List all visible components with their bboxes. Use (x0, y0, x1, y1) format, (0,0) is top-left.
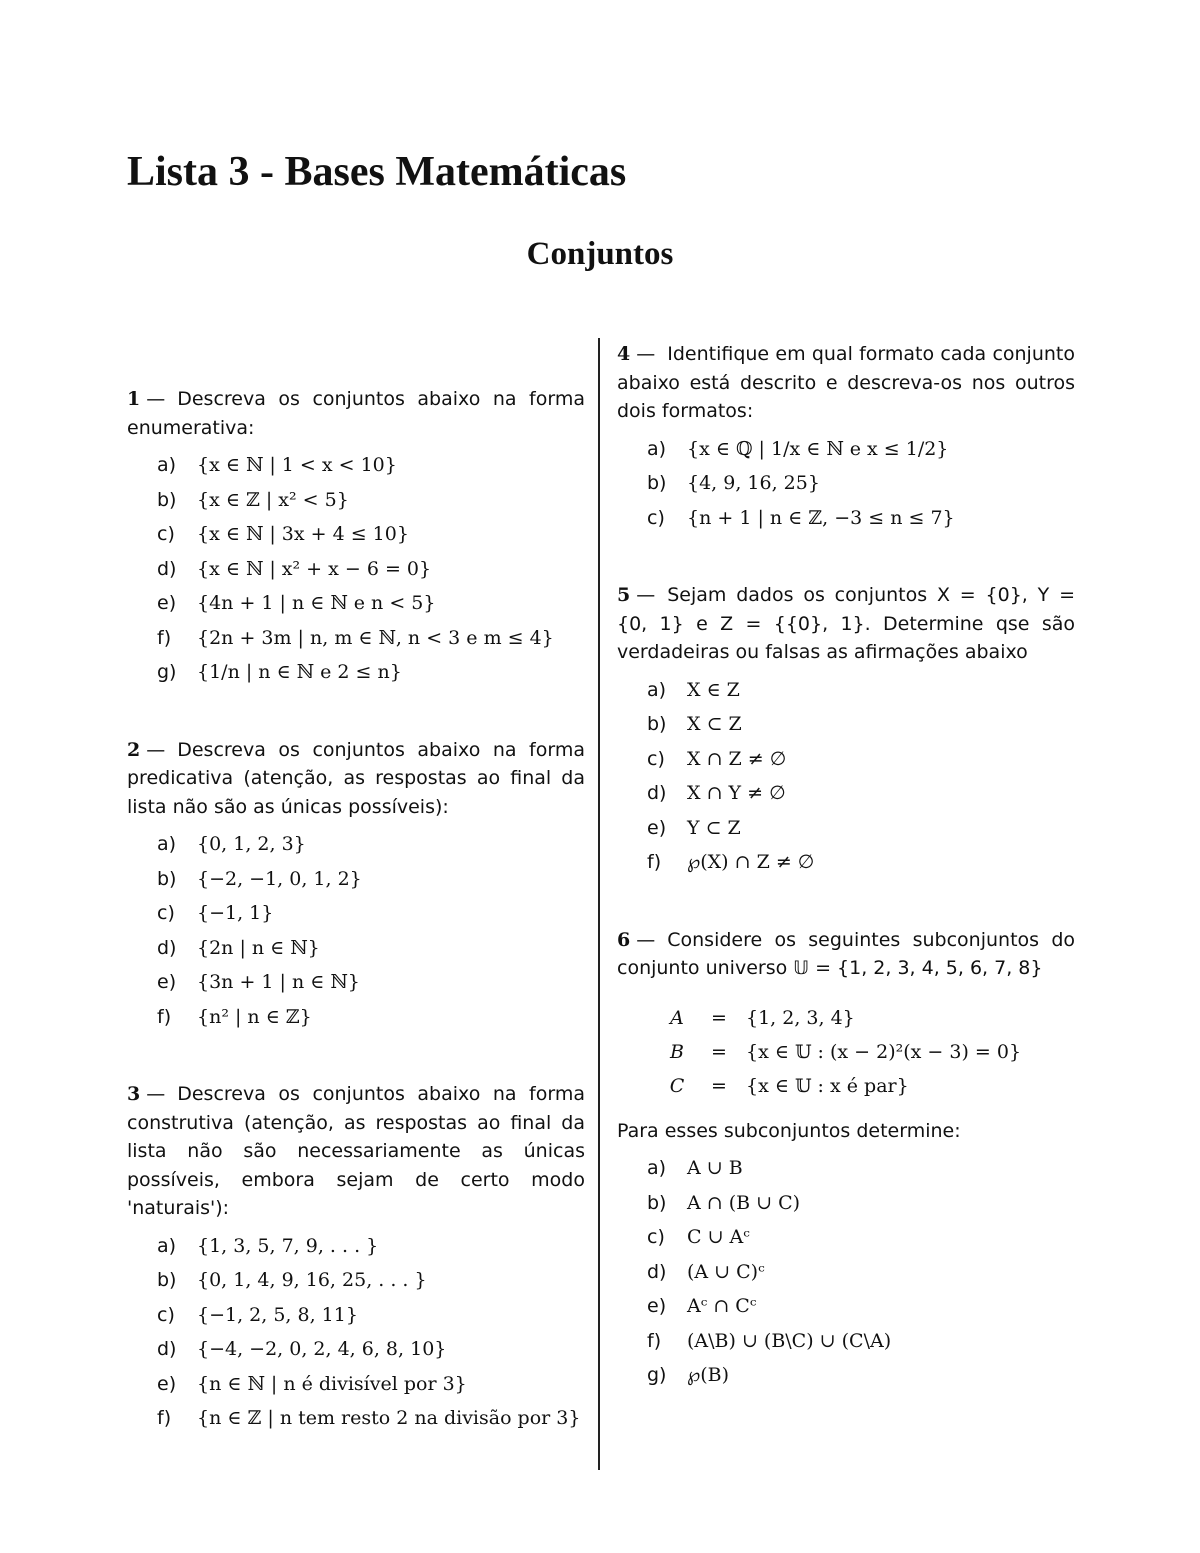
exercise-number: 5 (617, 584, 631, 606)
list-item (647, 845, 1075, 880)
item-label: a) (647, 678, 667, 701)
exercise-dash: — (636, 584, 656, 606)
item-list (647, 673, 1075, 880)
item-list (157, 1229, 585, 1436)
exercise-text: Identifique em qual formato cada conjunto abaixo está descrito e descreva-os nos outros dois formatos: (617, 343, 1075, 422)
item-label: g) (647, 1364, 667, 1386)
item-label: e) (157, 592, 177, 614)
list-item (157, 517, 585, 552)
item-expression: X ⊂ Z (687, 713, 742, 735)
item-expression: {x ∈ ℕ | x² + x − 6 = 0} (197, 557, 432, 580)
set-expression: {x ∈ 𝕌 : (x − 2)²(x − 3) = 0} (746, 1040, 1022, 1063)
exercise-number: 3 (127, 1083, 141, 1105)
list-item (157, 1263, 585, 1298)
item-expression: C ∪ Aᶜ (687, 1226, 750, 1248)
list-item (647, 432, 1075, 467)
list-item (157, 1367, 585, 1402)
exercise-dash: — (146, 388, 166, 410)
set-name: A (670, 1006, 684, 1029)
list-item (157, 1229, 585, 1264)
instruction-text: Para esses subconjuntos determine: (617, 1119, 961, 1142)
list-item (647, 1220, 1075, 1255)
exercise-statement (617, 926, 1075, 983)
item-label: c) (157, 523, 175, 545)
list-item (647, 673, 1075, 708)
list-item (157, 965, 585, 1000)
item-expression: {−2, −1, 0, 1, 2} (197, 867, 362, 890)
item-list (157, 448, 585, 690)
item-expression: {n ∈ ℤ | n tem resto 2 na divisão por 3} (197, 1407, 581, 1429)
exercise-statement (127, 1080, 585, 1223)
list-item (647, 1289, 1075, 1324)
list-item (157, 483, 585, 518)
item-label: c) (157, 1303, 175, 1326)
list-item (647, 742, 1075, 777)
item-expression: ℘(X) ∩ Z ≠ ∅ (687, 851, 815, 873)
item-label: b) (647, 472, 667, 494)
exercise-4 (617, 340, 1075, 535)
item-label: a) (647, 437, 667, 460)
list-item (647, 1324, 1075, 1359)
item-label: e) (647, 816, 667, 839)
list-item (157, 586, 585, 621)
item-expression: {−1, 1} (197, 902, 274, 924)
item-label: a) (157, 454, 177, 476)
item-label: f) (157, 1407, 172, 1429)
exercise-1 (127, 385, 585, 690)
item-expression: A ∩ (B ∪ C) (687, 1191, 801, 1214)
exercise-text: Descreva os conjuntos abaixo na forma enumerativa: (127, 388, 585, 439)
item-label: b) (647, 713, 667, 735)
item-label: a) (647, 1157, 667, 1179)
item-expression: {1, 3, 5, 7, 9, . . . } (197, 1234, 379, 1257)
document-subtitle: Conjuntos (526, 236, 674, 272)
exercise-dash: — (636, 343, 656, 365)
list-item (647, 1358, 1075, 1393)
exercise-5 (617, 581, 1075, 880)
item-label: d) (157, 936, 177, 959)
item-label: e) (157, 971, 177, 993)
list-item (157, 931, 585, 966)
item-expression: {2n | n ∈ ℕ} (197, 936, 320, 959)
list-item (647, 707, 1075, 742)
set-name: C (669, 1074, 685, 1097)
item-expression: {x ∈ ℤ | x² < 5} (197, 488, 349, 511)
item-expression: Aᶜ ∩ Cᶜ (687, 1295, 757, 1317)
exercise-text: Descreva os conjuntos abaixo na forma predicativa (atenção, as respostas ao final da lista não são as únicas possíveis): (127, 738, 585, 818)
list-item (157, 1401, 585, 1436)
equals-sign: = (711, 1040, 727, 1063)
item-expression: A ∪ B (687, 1157, 743, 1179)
item-expression: {3n + 1 | n ∈ ℕ} (197, 971, 360, 993)
equals-sign: = (711, 1006, 727, 1029)
item-expression: {n + 1 | n ∈ ℤ, −3 ≤ n ≤ 7} (687, 506, 955, 529)
set-expression: {x ∈ 𝕌 : x é par} (746, 1074, 909, 1097)
exercise-2 (127, 736, 585, 1035)
item-label: e) (157, 1372, 177, 1395)
item-label: f) (157, 626, 172, 649)
item-expression: {4, 9, 16, 25} (687, 472, 820, 494)
item-expression: {x ∈ ℚ | 1/x ∈ ℕ e x ≤ 1/2} (687, 437, 949, 460)
list-item (647, 776, 1075, 811)
exercise-dash: — (636, 928, 656, 951)
item-expression: (A ∪ C)ᶜ (687, 1260, 765, 1283)
list-item (157, 1298, 585, 1333)
list-item (157, 655, 585, 690)
item-expression: {x ∈ ℕ | 3x + 4 ≤ 10} (197, 523, 409, 545)
item-label: a) (157, 833, 177, 855)
exercise-statement (617, 581, 1075, 667)
exercise-dash: — (146, 1083, 166, 1105)
exercise-number: 2 (127, 738, 141, 761)
item-label: c) (157, 902, 175, 924)
item-label: d) (647, 782, 667, 804)
list-item (157, 1000, 585, 1035)
item-label: d) (157, 1338, 177, 1360)
list-item (157, 552, 585, 587)
item-expression: ℘(B) (687, 1364, 730, 1386)
set-definitions (662, 1001, 1075, 1103)
set-definition (662, 1069, 1075, 1103)
list-item (647, 1255, 1075, 1290)
list-item (157, 448, 585, 483)
item-expression: {n ∈ ℕ | n é divisível por 3} (197, 1372, 467, 1395)
item-label: c) (647, 747, 665, 770)
column-divider (598, 338, 600, 1470)
item-label: f) (647, 1329, 662, 1352)
list-item (647, 466, 1075, 501)
set-definition (662, 1001, 1075, 1035)
list-item (647, 501, 1075, 536)
set-expression: {1, 2, 3, 4} (746, 1006, 855, 1029)
item-expression: {0, 1, 4, 9, 16, 25, . . . } (197, 1269, 427, 1291)
list-item (647, 1151, 1075, 1186)
item-label: b) (157, 867, 177, 890)
exercise-text: Descreva os conjuntos abaixo na forma construtiva (atenção, as respostas ao final da lista não são necessariamente as únicas possíveis, embora sejam de certo modo 'naturais'): (127, 1083, 585, 1219)
item-list (647, 432, 1075, 536)
exercise-text: Considere os seguintes subconjuntos do conjunto universo 𝕌 = {1, 2, 3, 4, 5, 6, 7, 8} (617, 928, 1075, 979)
exercise-dash: — (146, 738, 166, 761)
list-item (647, 1186, 1075, 1221)
set-definition (662, 1035, 1075, 1069)
item-expression: X ∩ Z ≠ ∅ (687, 747, 787, 770)
document-title: Lista 3 - Bases Matemáticas (127, 149, 627, 195)
left-column (127, 385, 585, 1482)
exercise-3 (127, 1080, 585, 1436)
item-label: b) (647, 1191, 667, 1214)
list-item (157, 862, 585, 897)
item-list (157, 827, 585, 1034)
item-label: b) (157, 1269, 177, 1291)
list-item (157, 1332, 585, 1367)
item-label: f) (157, 1005, 172, 1028)
item-label: a) (157, 1234, 177, 1257)
item-expression: {1/n | n ∈ ℕ e 2 ≤ n} (197, 661, 402, 683)
exercise-statement (127, 736, 585, 822)
item-list (647, 1151, 1075, 1393)
exercise-text: Sejam dados os conjuntos X = {0}, Y = {0, 1} e Z = {{0}, 1}. Determine qse são verdadeiras ou falsas as afirmações abaixo (617, 584, 1075, 663)
item-expression: Y ⊂ Z (687, 816, 741, 839)
equals-sign: = (711, 1074, 727, 1097)
item-expression: X ∩ Y ≠ ∅ (687, 782, 786, 804)
exercise-number: 4 (617, 343, 631, 365)
set-name: B (670, 1040, 684, 1063)
item-label: d) (647, 1260, 667, 1283)
exercise-statement (617, 340, 1075, 426)
item-label: c) (647, 506, 665, 529)
item-label: g) (157, 661, 177, 683)
item-label: c) (647, 1226, 665, 1248)
item-expression: {2n + 3m | n, m ∈ ℕ, n < 3 e m ≤ 4} (197, 626, 554, 649)
item-expression: X ∈ Z (687, 678, 740, 701)
item-expression: {4n + 1 | n ∈ ℕ e n < 5} (197, 592, 436, 614)
item-expression: {−4, −2, 0, 2, 4, 6, 8, 10} (197, 1338, 447, 1360)
exercise-number: 6 (617, 928, 631, 951)
item-expression: {n² | n ∈ ℤ} (197, 1005, 312, 1028)
item-label: b) (157, 488, 177, 511)
list-item (157, 827, 585, 862)
exercise-statement (127, 385, 585, 442)
exercise-6 (617, 926, 1075, 1393)
list-item (157, 621, 585, 656)
item-label: e) (647, 1295, 667, 1317)
item-expression: {x ∈ ℕ | 1 < x < 10} (197, 454, 397, 476)
item-label: f) (647, 851, 662, 873)
list-item (157, 896, 585, 931)
item-expression: {−1, 2, 5, 8, 11} (197, 1303, 358, 1326)
exercise-number: 1 (127, 388, 141, 410)
right-column (617, 340, 1075, 1439)
item-expression: {0, 1, 2, 3} (197, 833, 306, 855)
list-item (647, 811, 1075, 846)
item-label: d) (157, 557, 177, 580)
item-expression: (A\B) ∪ (B\C) ∪ (C\A) (687, 1329, 892, 1352)
